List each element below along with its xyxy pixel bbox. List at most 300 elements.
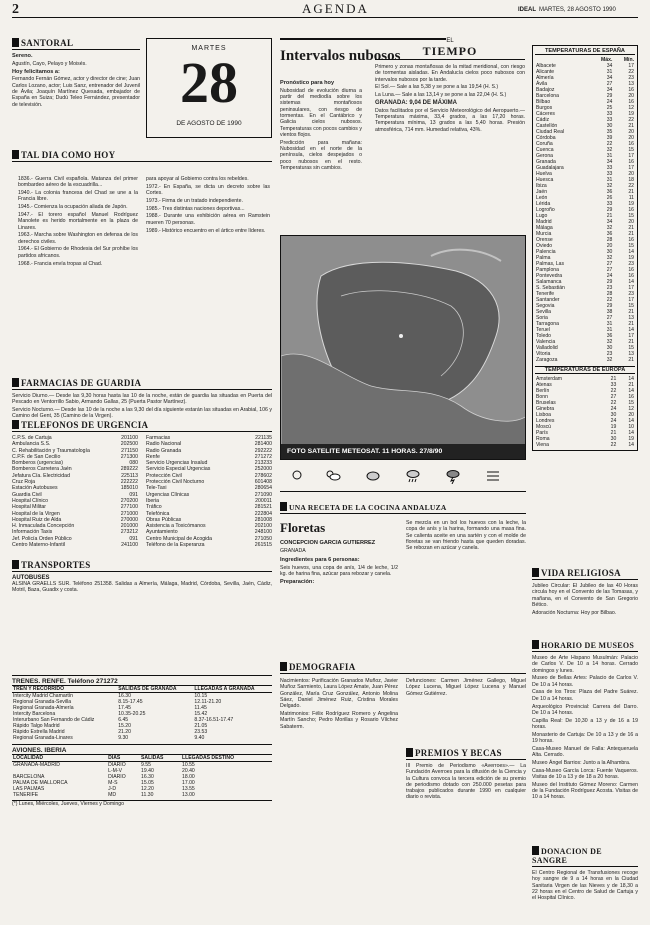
temp-espana-row-cell: 31 <box>606 321 613 327</box>
temp-espana-row-cell: 33 <box>606 165 613 171</box>
iberia-row-cell: 16.30 <box>141 774 154 780</box>
temp-europa-row-cell: 10 <box>628 424 634 430</box>
temp-espana-row-cell: 13 <box>628 81 634 87</box>
temp-espana-row-cell: Huelva <box>536 171 552 177</box>
phone-entry <box>146 542 272 548</box>
temp-espana-row-cell: Barcelona <box>536 93 559 99</box>
temp-espana-row-cell: 39 <box>606 135 613 141</box>
premios-section <box>406 748 526 801</box>
phone-number: 271300 <box>120 453 138 460</box>
phone-label: Hospital de la Virgen <box>12 510 60 517</box>
museo-item: Capilla Real: De 10,30 a 13 y de 16 a 19 horas. <box>532 717 638 730</box>
temp-espana-row-cell: 20 <box>628 129 634 135</box>
iberia-col-head: LLEGADAS DESTINO <box>182 755 235 761</box>
page-number: 2 <box>12 2 19 17</box>
temp-europa-row-cell: 14 <box>628 430 634 436</box>
temp-espana-row-cell: 20 <box>628 135 634 141</box>
phone-number: 221135 <box>255 435 272 441</box>
issue-date: MARTES, 28 AGOSTO 1990 <box>539 7 616 13</box>
temp-espana-row-cell: Oviedo <box>536 243 553 249</box>
temp-espana-row-cell: 35 <box>606 129 613 135</box>
airport-data: Datos facilitados por el Servicio Meteorológico del Aeropuerto.— Temperatura máxima, 33,4 grados, a las 17,20 horas. Temperatura mínima, 13 grados a las 5,40 horas. Presión atmosférica, 714 mm. Humedad relativa, 43%. <box>375 107 525 133</box>
phone-label: Renfe <box>146 453 160 460</box>
phone-number: 281400 <box>254 441 272 448</box>
temp-espana-row-cell: Santander <box>536 297 560 303</box>
temp-europa-row-cell: 24 <box>610 418 617 424</box>
tal-dia-item: para apoyar al Gobierno contra los rebeldes. <box>146 176 249 182</box>
temp-espana-row-cell: 27 <box>606 81 613 87</box>
phone-label: Urgencias Clínicas <box>146 491 190 498</box>
prep-label: Preparación: <box>280 579 315 586</box>
sun-times: El Sol.— Sale a las 5,38 y se pone a las 19,54 (H. S.) <box>375 84 499 91</box>
transportes-heading: TRANSPORTES <box>12 560 272 572</box>
temp-espana-row-cell: Orense <box>536 237 553 243</box>
temp-europa-row-cell: 27 <box>610 394 617 400</box>
date-box <box>146 38 272 138</box>
temp-espana-row-cell: 14 <box>628 327 634 333</box>
iberia-row-cell: L-M-V <box>108 768 122 774</box>
cloud-icon <box>365 468 381 482</box>
temp-espana-row-cell: Vitoria <box>536 351 551 357</box>
temp-europa-row-cell: 21 <box>628 382 634 388</box>
renfe-row-cell: Intercity Madrid Chamartín <box>13 693 74 699</box>
temp-espana-row-cell: 22 <box>606 141 613 147</box>
renfe-row-cell: 12.11-21.20 <box>194 699 222 705</box>
tal-dia-item: 1836.- Guerra Civil española. Matanza del primer bombardeo aéreo de la escuadrilla... <box>18 176 138 189</box>
phone-number: 222222 <box>120 479 138 486</box>
temp-europa-row-cell: Londres <box>536 418 555 424</box>
premios-heading: PREMIOS Y BECAS <box>406 748 526 760</box>
tal-dia-item: 1947.- El torero español Manuel Rodríguez Manolete es herido mortalmente en la plaza de Linares. <box>18 211 138 231</box>
recipe-place: GRANADA <box>280 548 306 554</box>
temp-espana-row-cell: Murcia <box>536 231 552 237</box>
cocina-heading: UNA RECETA DE LA COCINA ANDALUZA <box>280 502 526 514</box>
phone-label: Telefónica <box>146 510 170 517</box>
renfe-col-head: SALIDAS DE GRANADA <box>118 686 177 692</box>
iberia-row-cell: 12.20 <box>141 786 154 792</box>
temp-espana-row-cell: 36 <box>606 231 613 237</box>
temp-espana-row-cell: 14 <box>628 279 634 285</box>
iberia-row-cell: LAS PALMAS <box>13 786 45 792</box>
phone-label: Estación Autobuses <box>12 485 58 492</box>
temp-espana-row-cell: 34 <box>606 219 613 225</box>
iberia-row-cell: M-S <box>108 780 118 786</box>
temp-espana-row-cell: 36 <box>606 189 613 195</box>
temp-espana-row-cell: S. Sebastián <box>536 285 565 291</box>
phone-number: 271272 <box>254 453 272 460</box>
iberia-row-cell: BARCELONA <box>13 774 45 780</box>
iberia-row-cell: J-D <box>108 786 117 792</box>
phone-label: Servicio Urgencias Insalud <box>146 460 208 467</box>
renfe-row-cell: 8.37-16.51-17.47 <box>194 717 234 723</box>
tal-dia-item: 1972.- En España, se dicta un decreto sobre las Cortes. <box>146 183 270 197</box>
temp-espana-row-cell: Huesca <box>536 177 554 183</box>
temp-espana-row-cell: 11 <box>628 195 634 201</box>
cocina-section <box>280 502 526 586</box>
phone-label: Guardia Civil <box>12 491 42 498</box>
temp-europa-row-cell: 19 <box>628 436 634 442</box>
phone-label: Asistencia a Toxicómanos <box>146 523 206 530</box>
renfe-heading: TRENES. RENFE. Teléfono 271272 <box>12 675 272 685</box>
renfe-row-cell: 21.20 <box>118 729 131 735</box>
iberia-row-cell: 9.55 <box>141 762 151 768</box>
temp-espana-row-cell: 20 <box>628 219 634 225</box>
temp-espana-row-cell: 15 <box>628 303 634 309</box>
rain-icon <box>405 468 421 484</box>
temp-espana-row-cell: 28 <box>606 291 613 297</box>
telefonos-right-list <box>146 435 272 548</box>
phone-label: Radio Granada <box>146 447 182 454</box>
temp-europa-row-cell: Berlín <box>536 388 550 394</box>
forecast-tomorrow: Predicción para mañana: Nubosidad en el norte de la península, cielos despejados o poco nubosos en el resto. Temperaturas sin cambios. <box>280 139 362 171</box>
phone-label: Hospital Clínico <box>12 497 49 504</box>
temp-espana-row-cell: Cáceres <box>536 111 555 117</box>
temp-espana-row-cell: 21 <box>628 189 634 195</box>
temp-espana-row-cell: Teruel <box>536 327 550 333</box>
temp-espana-row-cell: 13 <box>628 315 634 321</box>
phone-label: Cruz Roja <box>12 479 36 486</box>
demografia-heading: DEMOGRAFIA <box>280 662 526 674</box>
temp-espana-row-cell: 33 <box>606 201 613 207</box>
tiempo-label: EL <box>446 38 454 44</box>
temp-espana-row-cell: 15 <box>628 345 634 351</box>
temp-espana-row-cell: Palma <box>536 255 551 261</box>
weather-headline: Intervalos nubosos <box>280 38 446 65</box>
ingredients-text: Seis huevos, una copa de anís, 1/4 de leche, 1/2 kg. de harina fina, azúcar para rebozar y canela. <box>280 565 398 578</box>
temp-europa-row-cell: 22 <box>610 400 617 406</box>
temp-espana-row-cell: Palencia <box>536 249 556 255</box>
tal-dia-item: 1988.- Durante una exhibición aérea en Ramstein mueren 70 personas. <box>146 213 270 226</box>
temp-espana-row-cell: 16 <box>628 141 634 147</box>
renfe-row-cell: Interurbano San Fernando de Cádiz <box>13 717 95 723</box>
temp-europa-table <box>535 376 635 448</box>
phone-number: 271090 <box>254 491 272 498</box>
iberia-col-head: LOCALIDAD <box>13 755 43 761</box>
phone-label: Tráfico <box>146 504 162 511</box>
phone-number: 202100 <box>254 523 272 530</box>
temp-europa-row-cell: 30 <box>610 436 617 442</box>
autobuses-heading: AUTOBUSES <box>12 575 50 581</box>
tal-dia-item: 1968.- Francia envía tropas al Chad. <box>18 260 103 267</box>
temp-espana-row-cell: 22 <box>628 183 634 189</box>
iberia-row <box>12 792 272 798</box>
weekday: MARTES <box>191 45 227 52</box>
temp-espana-row-cell: 21 <box>628 321 634 327</box>
moon-times: La Luna.— Sale a las 13,14 y se pone a las 22,04 (H. S.) <box>375 92 507 99</box>
phone-number: 185010 <box>120 485 138 492</box>
museo-item: Casa-Museo García Lorca: Fuente Vaqueros. Visitas de 10 a 13 y de 18 a 20 horas. <box>532 767 638 781</box>
temp-espana-row-cell: Ibiza <box>536 183 547 189</box>
santoral-heading: SANTORAL <box>12 38 140 50</box>
tiempo-side-text: Primero y zonas montañosas de la mitad meridional, con riesgo de tormentas aisladas. En Andalucía cielos poco nubosos con intervalos nubosos por la tarde. <box>375 64 525 83</box>
temp-espana-row-cell: Tarragona <box>536 321 559 327</box>
temp-espana-row-cell: Coruña <box>536 141 553 147</box>
ingredients-label: Ingredientes para 6 personas: <box>280 557 360 564</box>
temp-espana-heading: TEMPERATURAS DE ESPAÑA <box>535 48 635 55</box>
iberia-table <box>12 754 272 798</box>
iberia-row-cell: 11.30 <box>141 792 154 798</box>
museos-list <box>532 655 638 801</box>
renfe-col-head: TREN Y RECORRIDO <box>13 686 65 692</box>
temp-espana-row-cell: 17 <box>628 63 634 69</box>
iberia-row-cell: PALMA DE MALLORCA <box>13 780 68 786</box>
tal-dia-item: 1940.- La colonia francesa del Chad se une a la Francia libre. <box>18 190 138 203</box>
vida-religiosa-section <box>532 568 638 617</box>
matrimonios-text: Matrimonios: Félix Rodríguez Romero y Angelina Martín Sancho; Pedro Morillas y Rosario Vílchez Sabaterm. <box>280 710 398 730</box>
phone-number: 248100 <box>254 529 272 536</box>
temp-europa-row-cell: 21 <box>610 376 617 382</box>
temp-espana-row-cell: Cádiz <box>536 117 550 123</box>
adoracion-text: Adoración Nocturna: Hoy por Bilbao. <box>532 609 617 616</box>
tal-dia-heading: TAL DIA COMO HOY <box>12 150 272 162</box>
phone-label: C.P.F. de San Cecilio <box>12 453 61 460</box>
temp-espana-row-cell: 28 <box>606 237 613 243</box>
temp-espana-row-cell: 15 <box>628 213 634 219</box>
phone-number: 080 <box>129 460 138 467</box>
iberia-row-cell: 18.00 <box>182 774 195 780</box>
phone-label: H. Inmaculada Concepción <box>12 523 75 530</box>
farmacia-diurno: Servicio Diurno.— Desde las 9,30 horas hasta las 10 de la noche, están de guardia las situadas en Puerta del Pescado en Ventorrillo Sabio, Armando Gallas, 25 (Puerta Pastor Martínez). <box>12 393 272 406</box>
temp-europa-row-cell: 20 <box>628 412 634 418</box>
temp-espana-row-cell: Lugo <box>536 213 548 219</box>
phone-label: Tele-Taxi <box>146 485 167 492</box>
temp-espana-row-cell: 31 <box>606 177 613 183</box>
temp-espana-row-cell: 17 <box>628 333 634 339</box>
renfe-row-cell: 16.30 <box>118 693 131 699</box>
museo-item: Museo del Instituto Gómez Moreno: Carmen de la Fundación Rodríguez Acosta. Visitas de 10 a 14 horas. <box>532 781 638 801</box>
renfe-row-cell: Rápido Estrella Madrid <box>13 729 65 735</box>
renfe-row-cell: Regional Granada-Linares <box>13 735 73 741</box>
temp-europa-row-cell: Atenas <box>536 382 552 388</box>
iberia-row-cell: 13.00 <box>182 792 195 798</box>
phone-entry <box>12 542 138 548</box>
recipe-author: CONCEPCION GARCIA GUTIERREZ <box>280 540 376 546</box>
iberia-row-cell: DIARIO <box>108 762 126 768</box>
temp-europa-row-cell: 19 <box>610 424 617 430</box>
temp-espana-row-cell: Badajoz <box>536 87 555 93</box>
temp-europa-row <box>535 442 635 448</box>
iberia-row-cell: 15.05 <box>141 780 154 786</box>
satellite-map <box>280 235 526 460</box>
vida-religiosa-heading: VIDA RELIGIOSA <box>532 568 638 580</box>
prep-text: Se mezcla en un bol los huevos con la leche, la copa de anís y la harina, formando una masa fina. Se calienta aceite en una sartén y con el molde de floretas se van friendo hasta que queden doradas. Se rebozan en azúcar y canela. <box>406 520 526 552</box>
phone-number: 281008 <box>254 516 272 523</box>
temp-europa-row-cell: 14 <box>628 388 634 394</box>
temp-europa-row-cell: 24 <box>610 406 617 412</box>
weather-symbols <box>280 462 526 492</box>
phone-label: C. Rehabilitación y Traumatología <box>12 447 90 454</box>
temp-espana-row-cell: 26 <box>606 195 613 201</box>
temp-espana-row-cell: Valencia <box>536 339 556 345</box>
farmacias-section <box>12 378 272 421</box>
temp-espana-row-cell: 16 <box>628 87 634 93</box>
temp-espana-row-cell: Gerona <box>536 153 553 159</box>
forecast-text: Nubosidad de evolución diurna a partir del mediodía sobre los sistemas montañosos peninsulares, con riesgo de tormentas. En el Cantábrico y Galicia cielos nubosos. Temperaturas con pocos cambios y vientos flojos. <box>280 87 362 138</box>
storm-icon <box>445 468 461 484</box>
museos-section <box>532 640 638 802</box>
phone-label: Iberia <box>146 497 159 504</box>
defunciones-text: Defunciones: Carmen Jiménez Gallego, Miguel López Lucena, Miguel López Lucena y Manuel Gómez Gutiérrez. <box>406 678 526 697</box>
temp-espana-row-cell: Pontevedra <box>536 273 563 279</box>
tiempo-title: TIEMPO <box>375 44 525 60</box>
temp-espana-row-cell: 18 <box>628 177 634 183</box>
temp-espana-row-cell: 16 <box>628 267 634 273</box>
temp-espana-row-cell: Albacete <box>536 63 556 69</box>
temp-europa-row-cell: 22 <box>610 388 617 394</box>
iberia-row-cell: 10.55 <box>182 762 195 768</box>
phone-number: 261515 <box>254 542 272 549</box>
renfe-row-cell: 10.35-20.25 <box>118 711 146 717</box>
phone-number: 292222 <box>254 447 272 454</box>
temp-espana-row-cell: 29 <box>606 279 613 285</box>
temp-espana-row-cell: Castellón <box>536 123 558 129</box>
temp-espana-row-cell: 33 <box>606 111 613 117</box>
iberia-row-cell: 20.40 <box>182 768 195 774</box>
phone-label: Bomberos Carretera Jaén <box>12 466 72 473</box>
phone-label: Información Taxis <box>12 529 53 536</box>
temp-espana-row-cell: 16 <box>628 99 634 105</box>
renfe-row-cell: 17.45 <box>118 705 131 711</box>
temp-espana-row-cell: 29 <box>606 303 613 309</box>
telefonos-heading: TELEFONOS DE URGENCIA <box>12 420 272 432</box>
temp-espana-row-cell: 29 <box>606 93 613 99</box>
temp-europa-row-cell: 30 <box>610 412 617 418</box>
temp-espana-row-cell: 21 <box>628 339 634 345</box>
temp-espana-row-cell: Jaén <box>536 189 548 195</box>
temp-espana-row-cell: 16 <box>628 273 634 279</box>
santoral-section <box>12 38 140 109</box>
temp-espana-row-cell: Segovia <box>536 303 555 309</box>
temp-espana-row-cell: 13 <box>628 351 634 357</box>
phone-number: 201000 <box>120 523 138 530</box>
min-col-head: Mín. <box>623 57 634 63</box>
temp-espana-row-cell: 19 <box>628 201 634 207</box>
temp-espana-row-cell: 27 <box>606 267 613 273</box>
cloud-sun-icon <box>325 468 341 482</box>
phone-number: 601408 <box>254 479 272 486</box>
phone-number: 202500 <box>120 441 138 448</box>
iberia-note: (*) Lunes, Miércoles, Jueves, Viernes y Domingo <box>12 800 272 807</box>
iberia-row-cell: GRANADA-MADRID <box>13 762 60 768</box>
temp-espana-row-cell: Salamanca <box>536 279 562 285</box>
phone-label: Protección Civil <box>146 472 182 479</box>
temp-espana-row-cell: 22 <box>628 117 634 123</box>
temp-espana-row-cell: 20 <box>628 93 634 99</box>
temp-espana-row-cell: 36 <box>606 333 613 339</box>
phone-label: Hospital Militar <box>12 504 47 511</box>
phone-number: 289222 <box>120 466 138 473</box>
temp-espana-row-cell: 21 <box>628 309 634 315</box>
renfe-row-cell: 11.45 <box>194 705 207 711</box>
renfe-row-cell: Intercity Barcelona <box>13 711 56 717</box>
temp-espana-row-cell: 23 <box>628 291 634 297</box>
iberia-col-head: SALIDAS <box>141 755 164 761</box>
tal-dia-item: 1989.- Histórico encuentro en el ártico entre líderes. <box>146 227 266 234</box>
renfe-row-cell: 21.05 <box>194 723 208 729</box>
phone-label: Farmacias <box>146 435 171 441</box>
temp-espana-row <box>535 357 635 363</box>
transportes-section <box>12 560 272 807</box>
temp-europa-row-cell: 14 <box>628 442 634 448</box>
telefonos-left-list <box>12 435 138 548</box>
temp-espana-row-cell: 32 <box>606 183 613 189</box>
santoral-line: Hoy felicitamos a: <box>12 68 60 75</box>
temp-espana-row-cell: 23 <box>628 261 634 267</box>
temp-espana-row-cell: Cuenca <box>536 147 554 153</box>
temp-espana-row-cell: 31 <box>606 69 613 75</box>
temp-espana-row-cell: Palmas, Las <box>536 261 565 267</box>
satellite-caption: FOTO SATELITE METEOSAT. 11 HORAS. 27/8/90 <box>281 444 525 459</box>
premios-text: III Premio de Periodismo «Averroes».— La Fundación Averroes para la difusión de la Ciencia y la Cultura convoca la tercera edición de su premio de periodismo dotado con 250.000 pesetas para trabajos publicados durante 1990 en cualquier diario o revista. <box>406 763 526 801</box>
temp-europa-row-cell: Amsterdam <box>536 376 563 382</box>
phone-number: 278602 <box>254 472 272 479</box>
granada-max: GRANADA: 9,04 DE MÁXIMA <box>375 99 458 106</box>
temp-europa-heading: TEMPERATURAS DE EUROPA <box>535 366 635 374</box>
temp-espana-row-cell: 14 <box>628 249 634 255</box>
tal-dia-item: 1985.- Tres distintas naciones deportivas... <box>146 205 245 212</box>
temp-espana-row-cell: Guadalajara <box>536 165 564 171</box>
renfe-row-cell: 8.15-17.45 <box>118 699 143 705</box>
sangre-text: El Centro Regional de Transfusiones recoge hoy sangre de 9 a 14 horas en la Ciudad Sanitaria Virgen de las Nieves y de 18,30 a 22 horas en el Centro de Salud de Cartuja y el Hospital Clínico. <box>532 870 638 902</box>
museo-item: Museo Ángel Barrios: Junto a la Alhambra. <box>532 759 631 766</box>
nacimientos-text: Nacimientos: Purificación Granados Muñoz, Javier Muñoz Sarmiento, Laura López Amate, Juan Pérez González, María Cruz González, Antonio Molina Sáez, Daniel Jiménez Ruiz, Cristina Morales Delgado. <box>280 678 398 710</box>
date-full: DE AGOSTO DE 1990 <box>176 120 242 127</box>
temp-espana-row-cell: 17 <box>628 297 634 303</box>
temp-espana-row-cell: 16 <box>628 237 634 243</box>
renfe-row-cell: Rápido Talgo Madrid <box>13 723 60 729</box>
renfe-row-cell: 15.42 <box>194 711 208 717</box>
telefonos-section <box>12 420 272 549</box>
temp-europa-row-cell: 15 <box>628 400 634 406</box>
temp-espana-row-cell: Toledo <box>536 333 552 339</box>
tiempo-box <box>375 38 525 134</box>
temp-espana-row-cell: 34 <box>606 159 613 165</box>
temp-espana-row-cell: Burgos <box>536 105 553 111</box>
temp-europa-row-cell: 33 <box>610 382 617 388</box>
temp-espana-row-cell: 32 <box>606 147 613 153</box>
temp-espana-row-cell: 21 <box>628 231 634 237</box>
temp-espana-row-cell: Ávila <box>536 81 548 87</box>
renfe-row-cell: Regional Granada-Sevilla <box>13 699 72 705</box>
day-number: 28 <box>180 50 238 115</box>
temp-espana-row-cell: 15 <box>628 147 634 153</box>
temp-espana-row-cell: 12 <box>628 105 634 111</box>
temp-espana-row-cell: 23 <box>628 75 634 81</box>
phone-label: Jef. Policía Orden Público <box>12 535 72 542</box>
renfe-row-cell: 9.40 <box>194 735 205 741</box>
phone-number: 213233 <box>254 460 272 467</box>
temp-europa-row-cell: 14 <box>628 376 634 382</box>
temp-europa-row-cell: Lisboa <box>536 412 552 418</box>
phone-label: Ayuntamiento <box>146 529 178 536</box>
temp-espana-row-cell: 22 <box>628 69 634 75</box>
iberia-row-cell: MD <box>108 792 117 798</box>
iberia-row-cell: 17.00 <box>182 780 195 786</box>
temp-espana-row-cell: Pamplona <box>536 267 559 273</box>
temp-espana-row-cell: 32 <box>606 339 613 345</box>
sangre-heading: DONACION DE SANGRE <box>532 846 638 867</box>
temp-espana-row-cell: 16 <box>628 159 634 165</box>
phone-label: Centro Municipal de Acogida <box>146 535 213 542</box>
fog-icon <box>485 468 501 482</box>
temp-espana-row-cell: Madrid <box>536 219 552 225</box>
max-col-head: Máx. <box>601 57 613 63</box>
phone-number: 270000 <box>120 516 138 523</box>
sun-icon <box>290 468 304 482</box>
temp-europa-row-cell: Moscú <box>536 424 552 430</box>
temp-europa-row-cell: 12 <box>628 406 634 412</box>
forecast-label: Pronóstico para hoy <box>280 80 335 86</box>
